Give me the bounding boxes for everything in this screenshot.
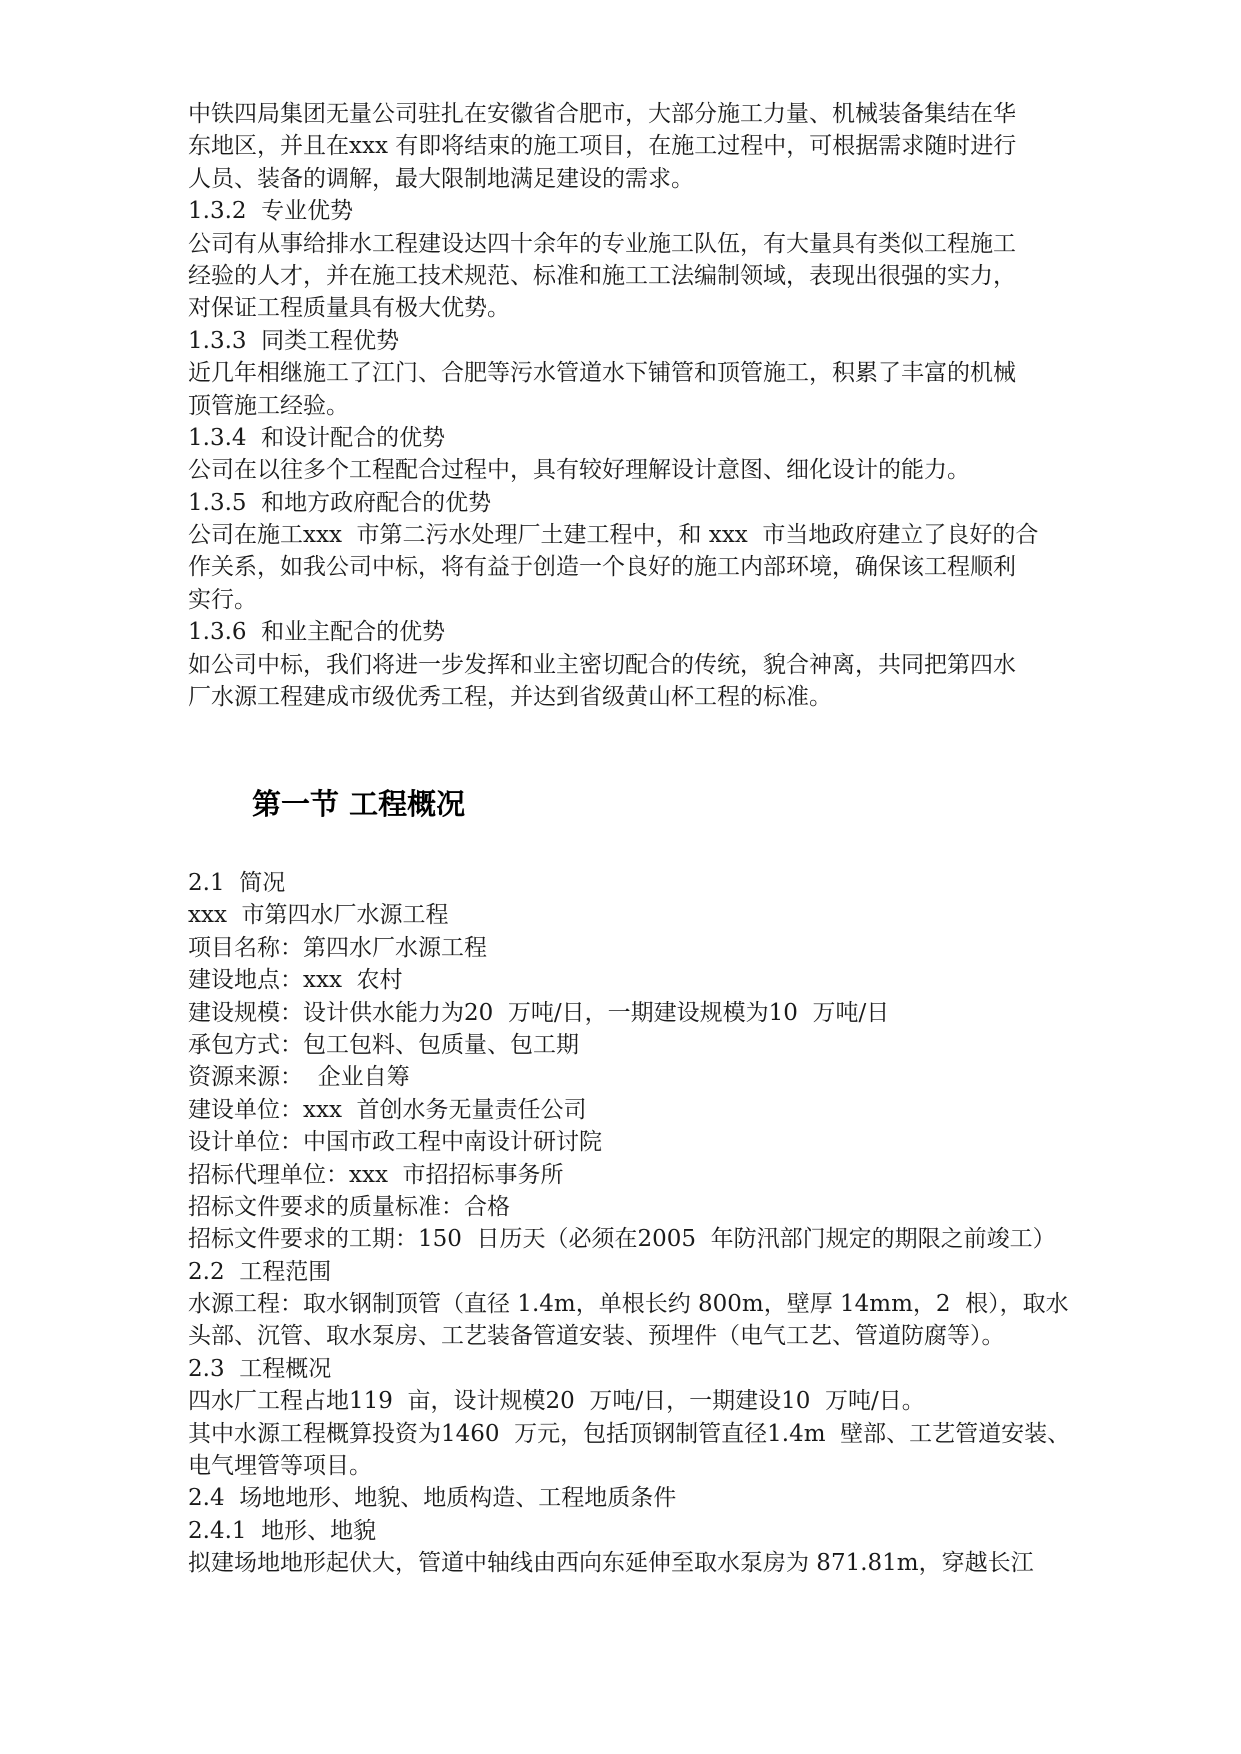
overview-line: 承包方式：包工包料、包质量、包工期 xyxy=(188,1031,579,1058)
subsection-heading: 1.3.2 专业优势 xyxy=(188,198,354,225)
overview-line: 招标文件要求的工期：150 日历天（必须在2005 年防汛部门规定的期限之前竣工） xyxy=(188,1226,1056,1253)
subsection-heading: 2.4 场地地形、地貌、地质构造、工程地质条件 xyxy=(188,1485,677,1512)
overview-line: 招标代理单位：xxx 市招招标事务所 xyxy=(188,1161,564,1188)
intro-line: 近几年相继施工了江门、合肥等污水管道水下铺管和顶管施工，积累了丰富的机械 xyxy=(188,360,1016,387)
overview-line: 电气埋管等项目。 xyxy=(188,1453,372,1480)
overview-line: 其中水源工程概算投资为1460 万元，包括顶钢制管直径1.4m 壁部、工艺管道安装、 xyxy=(188,1420,1071,1447)
subsection-heading: 1.3.6 和业主配合的优势 xyxy=(188,619,446,646)
overview-line: 招标文件要求的质量标准：合格 xyxy=(188,1193,510,1220)
subsection-heading: 1.3.5 和地方政府配合的优势 xyxy=(188,489,492,516)
subsection-heading: 2.1 简况 xyxy=(188,870,286,896)
intro-line: 厂水源工程建成市级优秀工程，并达到省级黄山杯工程的标准。 xyxy=(188,684,832,711)
overview-line: 拟建场地地形起伏大，管道中轴线由西向东延伸至取水泵房为 871.81m，穿越长江 xyxy=(188,1550,1034,1577)
intro-line: 东地区，并且在xxx 有即将结束的施工项目，在施工过程中，可根据需求随时进行 xyxy=(188,133,1017,160)
overview-text-block xyxy=(188,867,1088,1580)
intro-line: 中铁四局集团无量公司驻扎在安徽省合肥市，大部分施工力量、机械装备集结在华 xyxy=(188,101,1016,127)
overview-line: xxx 市第四水厂水源工程 xyxy=(188,902,449,929)
intro-line: 顶管施工经验。 xyxy=(188,392,349,419)
overview-line: 项目名称：第四水厂水源工程 xyxy=(188,934,487,961)
overview-line: 头部、沉管、取水泵房、工艺装备管道安装、预埋件（电气工艺、管道防腐等）。 xyxy=(188,1323,1005,1350)
intro-line: 对保证工程质量具有极大优势。 xyxy=(188,295,510,322)
overview-line: 建设地点：xxx 农村 xyxy=(188,967,403,994)
overview-line: 四水厂工程占地119 亩，设计规模20 万吨/日，一期建设10 万吨/日。 xyxy=(188,1388,925,1415)
intro-line: 公司在以往多个工程配合过程中，具有较好理解设计意图、细化设计的能力。 xyxy=(188,457,970,484)
subsection-heading: 2.4.1 地形、地貌 xyxy=(188,1517,377,1544)
subsection-heading: 2.3 工程概况 xyxy=(188,1355,332,1382)
overview-line: 建设规模：设计供水能力为20 万吨/日，一期建设规模为10 万吨/日 xyxy=(188,999,890,1026)
intro-text-block xyxy=(188,98,1088,713)
intro-line: 实行。 xyxy=(188,586,257,613)
overview-line: 设计单位：中国市政工程中南设计研讨院 xyxy=(188,1129,602,1156)
intro-line: 作关系，如我公司中标，将有益于创造一个良好的施工内部环境，确保该工程顺利 xyxy=(188,554,1016,581)
subsection-heading: 1.3.3 同类工程优势 xyxy=(188,327,400,354)
subsection-heading: 2.2 工程范围 xyxy=(188,1258,332,1285)
overview-line: 建设单位：xxx 首创水务无量责任公司 xyxy=(188,1096,587,1123)
intro-line: 经验的人才，并在施工技术规范、标准和施工工法编制领域，表现出很强的实力， xyxy=(188,262,1016,289)
subsection-heading: 1.3.4 和设计配合的优势 xyxy=(188,424,446,451)
overview-line: 水源工程：取水钢制顶管（直径 1.4m，单根长约 800m，壁厚 14mm，2 根），取水 xyxy=(188,1291,1069,1318)
overview-line: 资源来源： 企业自筹 xyxy=(188,1064,410,1091)
intro-line: 如公司中标，我们将进一步发挥和业主密切配合的传统，貌合神离，共同把第四水 xyxy=(188,651,1016,678)
intro-line: 公司在施工xxx 市第二污水处理厂土建工程中，和 xxx 市当地政府建立了良好的合 xyxy=(188,522,1039,549)
intro-line: 公司有从事给排水工程建设达四十余年的专业施工队伍，有大量具有类似工程施工 xyxy=(188,230,1016,257)
intro-line: 人员、装备的调解，最大限制地满足建设的需求。 xyxy=(188,165,694,192)
section-title: 第一节 工程概况 xyxy=(252,787,466,821)
